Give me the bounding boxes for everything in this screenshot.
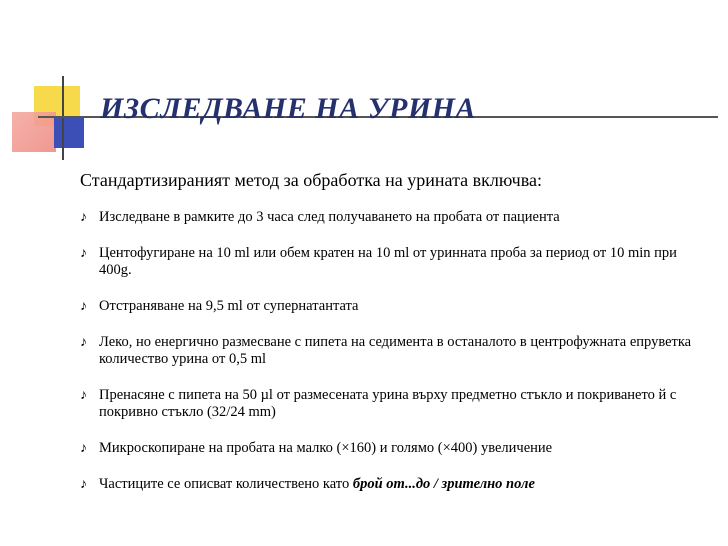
intro-text: Стандартизираният метод за обработка на урината включва:: [80, 170, 542, 190]
slide-title: ИЗСЛЕДВАНЕ НА УРИНА: [100, 92, 477, 125]
music-note-icon: ♪: [80, 299, 87, 314]
list-item: [80, 245, 695, 279]
music-note-icon: ♪: [80, 210, 87, 225]
list-item-text: Отстраняване на 9,5 ml от супернатантата: [99, 298, 359, 314]
music-note-icon: ♪: [80, 335, 87, 350]
list-item-text: Леко, но енергично размесване с пипета на седимента в останалото в центрофужната епруветка количество урина от 0,5 ml: [99, 334, 692, 367]
list-item-text: Центофугиране на 10 ml или обем кратен на 10 ml от уринната проба за период от 10 min при 400g.: [99, 245, 677, 278]
music-note-icon: ♪: [80, 388, 87, 403]
list-item: [80, 334, 695, 368]
list-item-text: Частиците се описват количествено като: [99, 476, 353, 492]
list-item: [80, 440, 695, 457]
decor-blue-square: [54, 118, 84, 148]
list-item: [80, 298, 695, 315]
list-item: [80, 476, 695, 493]
music-note-icon: ♪: [80, 477, 87, 492]
music-note-icon: ♪: [80, 441, 87, 456]
list-item: [80, 387, 695, 421]
list-item-text: Микроскопиране на пробата на малко (×160) и голямо (×400) увеличение: [99, 440, 553, 456]
bullet-list: [80, 209, 695, 512]
list-item-text: Изследване в рамките до 3 часа след получаването на пробата от пациента: [99, 209, 560, 225]
decor-pink-square: [12, 112, 56, 152]
music-note-icon: ♪: [80, 246, 87, 261]
decor-vertical-line: [62, 76, 64, 160]
emphasis-text: брой от...до / зрително поле: [352, 476, 535, 492]
list-item-text: Пренасяне с пипета на 50 µl от размесената урина върху предметно стъкло и покриването й с покривно стъкло (32/24 mm): [99, 387, 677, 420]
list-item: [80, 209, 695, 226]
